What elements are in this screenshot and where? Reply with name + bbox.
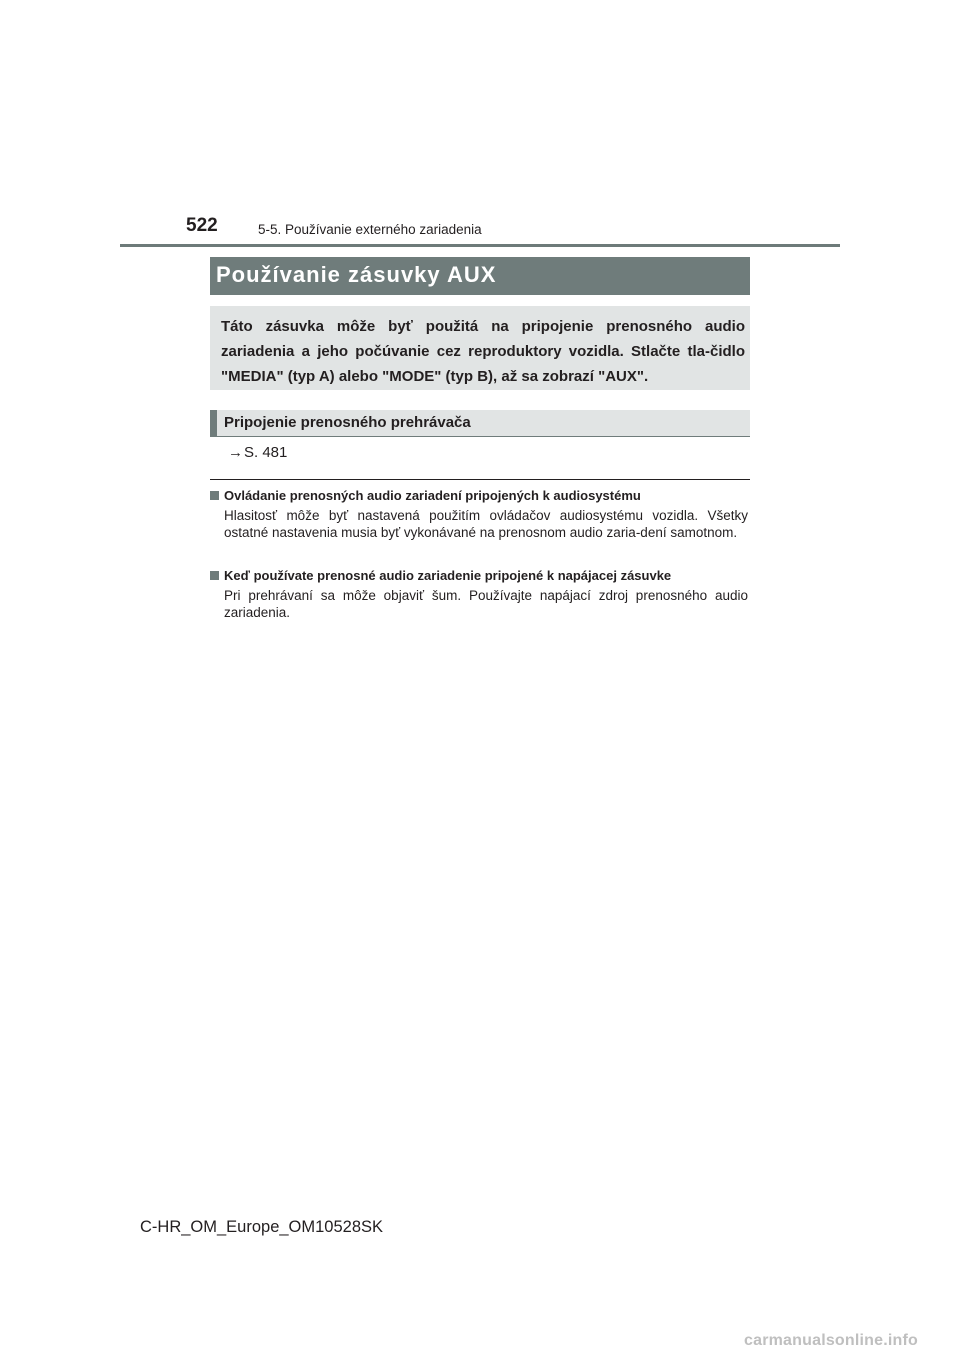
note-item [210, 567, 750, 621]
page-number: 522 [186, 215, 218, 236]
note-body: Hlasitosť môže byť nastavená použitím ovládačov audiosystému vozidla. Všetky ostatné nastavenia musia byť vykonávané na prenosnom audio zaria-dení samotnom. [224, 508, 748, 540]
note-heading-text: Keď používate prenosné audio zariadenie pripojené k napájacej zásuvke [224, 568, 672, 583]
page-reference-text[interactable]: S. 481 [244, 444, 288, 461]
subheading-accent [210, 410, 217, 436]
page-reference[interactable] [228, 444, 287, 461]
note-heading [210, 567, 750, 584]
note-heading-text: Ovládanie prenosných audio zariadení pripojených k audiosystému [224, 488, 641, 503]
header-rule [120, 244, 840, 247]
note-body: Pri prehrávaní sa môže objaviť šum. Používajte napájací zdroj prenosného audio zariadenia. [224, 588, 748, 620]
section-title: Používanie zásuvky AUX [216, 262, 497, 287]
square-bullet-icon [210, 491, 219, 500]
note-heading [210, 487, 750, 504]
square-bullet-icon [210, 571, 219, 580]
notes-divider [210, 479, 750, 480]
watermark: carmanualsonline.info [744, 1332, 919, 1349]
subheading-rule [210, 436, 750, 437]
intro-text: Táto zásuvka môže byť použitá na pripojenie prenosného audio zariadenia a jeho počúvanie cez reproduktory vozidla. Stlačte tla-čidlo "MEDIA" (typ A) alebo "MODE" (typ B), až sa zobrazí "AUX". [221, 318, 745, 385]
section-path: 5-5. Používanie externého zariadenia [258, 222, 482, 237]
arrow-right-icon: → [228, 444, 243, 461]
subheading-text: Pripojenie prenosného prehrávača [224, 414, 471, 431]
note-item [210, 487, 750, 541]
document-code: C-HR_OM_Europe_OM10528SK [140, 1218, 384, 1236]
